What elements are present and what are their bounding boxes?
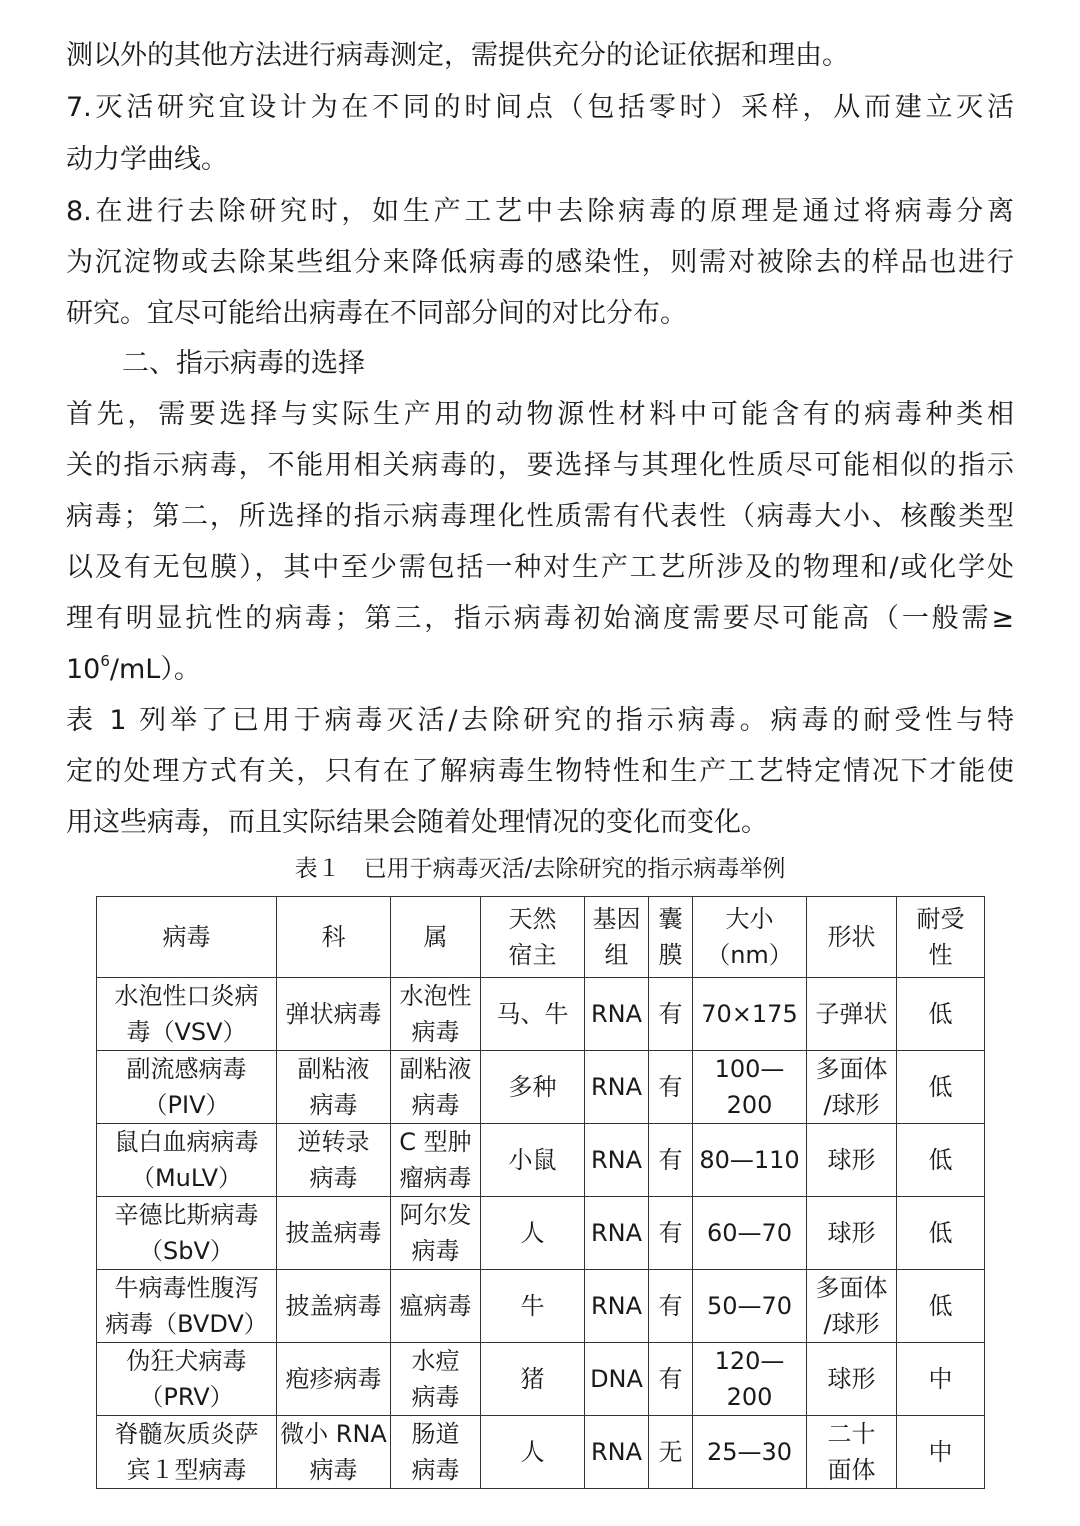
table-row [97, 1416, 985, 1489]
cell-text: （MuLV） [130, 1164, 243, 1192]
cell-text: 病毒 [411, 1018, 460, 1046]
cell-text: 小鼠 [508, 1146, 557, 1174]
cell-text: 瘟病毒 [399, 1292, 472, 1320]
cell-text: 性 [928, 941, 953, 969]
cell-text: /球形 [823, 1091, 880, 1119]
cell-text: 天然 [508, 905, 557, 933]
cell-text: 鼠白血病病毒 [114, 1128, 259, 1156]
cell-text: 人 [520, 1438, 545, 1466]
cell-genome [585, 1343, 649, 1416]
paragraph-line: 8.在进行去除研究时，如生产工艺中去除病毒的原理是通过将病毒分离 [66, 196, 1014, 227]
cell-text: 猪 [520, 1365, 545, 1393]
cell-host [481, 1051, 585, 1124]
cell-text: 有 [658, 1146, 683, 1174]
table-row [97, 1197, 985, 1270]
cell-text: 60—70 [706, 1219, 793, 1247]
cell-virus [97, 1124, 277, 1197]
paragraph-line: 病毒；第二，所选择的指示病毒理化性质需有代表性（病毒大小、核酸类型 [66, 501, 1014, 532]
cell-text: 低 [928, 1000, 953, 1028]
cell-virus [97, 1416, 277, 1489]
cell-host [481, 978, 585, 1051]
titer-line [66, 652, 1014, 691]
cell-text: RNA [590, 1146, 643, 1174]
cell-genome [585, 1124, 649, 1197]
table-body [97, 978, 985, 1489]
cell-envelope [649, 1124, 693, 1197]
cell-text: 肠道 [411, 1420, 460, 1448]
cell-resistance [897, 1270, 985, 1343]
cell-shape [807, 978, 897, 1051]
cell-text: 披盖病毒 [285, 1292, 382, 1320]
cell-genus [391, 1270, 481, 1343]
cell-text: 100— [714, 1055, 785, 1083]
paragraph-line: 7.灭活研究宜设计为在不同的时间点（包括零时）采样，从而建立灭活 [66, 92, 1014, 123]
cell-header-family [277, 897, 391, 978]
cell-resistance [897, 1124, 985, 1197]
cell-virus [97, 1197, 277, 1270]
paragraph-line: 表 1 列举了已用于病毒灭活/去除研究的指示病毒。病毒的耐受性与特 [66, 705, 1014, 736]
cell-virus [97, 978, 277, 1051]
cell-text: RNA [590, 1219, 643, 1247]
cell-text: 中 [928, 1365, 953, 1393]
cell-envelope [649, 1051, 693, 1124]
cell-size [693, 1051, 807, 1124]
cell-resistance [897, 1343, 985, 1416]
cell-text: 辛德比斯病毒 [114, 1201, 259, 1229]
cell-genus [391, 1416, 481, 1489]
cell-genus [391, 978, 481, 1051]
cell-host [481, 1197, 585, 1270]
cell-envelope [649, 1343, 693, 1416]
cell-text: 形状 [827, 923, 876, 951]
cell-text: 膜 [658, 941, 683, 969]
titer-unit: /mL）。 [109, 654, 201, 685]
cell-text: 200 [726, 1383, 773, 1411]
cell-header-genus [391, 897, 481, 978]
cell-shape [807, 1051, 897, 1124]
cell-header-envelope [649, 897, 693, 978]
section-heading: 二、指示病毒的选择 [122, 348, 365, 379]
cell-resistance [897, 1051, 985, 1124]
cell-envelope [649, 1270, 693, 1343]
cell-host [481, 1124, 585, 1197]
cell-genome [585, 978, 649, 1051]
cell-header-genome [585, 897, 649, 978]
cell-shape [807, 1270, 897, 1343]
cell-text: 囊 [658, 905, 683, 933]
paragraph-line: 研究。宜尽可能给出病毒在不同部分间的对比分布。 [66, 298, 687, 329]
cell-text: 弹状病毒 [285, 1000, 382, 1028]
cell-text: 微小 RNA [280, 1420, 387, 1448]
cell-text: 副粘液 [399, 1055, 472, 1083]
cell-host [481, 1270, 585, 1343]
cell-genome [585, 1416, 649, 1489]
cell-virus [97, 1051, 277, 1124]
cell-family [277, 1197, 391, 1270]
cell-genome [585, 1197, 649, 1270]
cell-family [277, 978, 391, 1051]
cell-text: 科 [321, 923, 346, 951]
cell-shape [807, 1416, 897, 1489]
cell-text: 病毒 [411, 1383, 460, 1411]
cell-text: 基因 [592, 905, 641, 933]
cell-text: 球形 [827, 1365, 876, 1393]
paragraph-line: 理有明显抗性的病毒；第三，指示病毒初始滴度需要尽可能高（一般需≥ [66, 603, 1014, 634]
cell-text: 低 [928, 1073, 953, 1101]
paragraph-line: 为沉淀物或去除某些组分来降低病毒的感染性，则需对被除去的样品也进行 [66, 247, 1014, 278]
table-row [97, 1124, 985, 1197]
cell-virus [97, 1270, 277, 1343]
cell-text: 病毒 [309, 1456, 358, 1484]
cell-text: 多种 [508, 1073, 557, 1101]
cell-text: 200 [726, 1091, 773, 1119]
cell-genome [585, 1270, 649, 1343]
cell-header-resistance [897, 897, 985, 978]
cell-family [277, 1124, 391, 1197]
cell-text: 宾１型病毒 [126, 1456, 247, 1484]
cell-header-virus [97, 897, 277, 978]
cell-text: RNA [590, 1073, 643, 1101]
cell-resistance [897, 978, 985, 1051]
cell-text: 瘤病毒 [399, 1164, 472, 1192]
cell-text: /球形 [823, 1310, 880, 1338]
cell-text: 宿主 [508, 941, 557, 969]
cell-text: 低 [928, 1219, 953, 1247]
paragraph-line: 定的处理方式有关，只有在了解病毒生物特性和生产工艺特定情况下才能使 [66, 756, 1014, 787]
cell-size [693, 978, 807, 1051]
cell-genus [391, 1124, 481, 1197]
indicator-virus-table [96, 896, 985, 1489]
cell-text: 无 [658, 1438, 683, 1466]
cell-text: C 型肿 [399, 1128, 472, 1156]
cell-text: 牛病毒性腹泻 [114, 1274, 259, 1302]
cell-text: RNA [590, 1438, 643, 1466]
cell-text: 病毒 [411, 1237, 460, 1265]
paragraph-line: 首先，需要选择与实际生产用的动物源性材料中可能含有的病毒种类相 [66, 399, 1014, 430]
cell-text: RNA [590, 1000, 643, 1028]
cell-text: 病毒 [309, 1091, 358, 1119]
cell-virus [97, 1343, 277, 1416]
cell-text: （SbV） [139, 1237, 234, 1265]
paragraph-line: 用这些病毒，而且实际结果会随着处理情况的变化而变化。 [66, 807, 768, 838]
cell-header-host [481, 897, 585, 978]
cell-resistance [897, 1197, 985, 1270]
cell-genus [391, 1051, 481, 1124]
cell-genome [585, 1051, 649, 1124]
cell-resistance [897, 1416, 985, 1489]
cell-text: RNA [590, 1292, 643, 1320]
cell-text: 二十 [827, 1420, 876, 1448]
paragraph-line: 动力学曲线。 [66, 144, 228, 175]
cell-text: （PIV） [143, 1091, 230, 1119]
cell-envelope [649, 1416, 693, 1489]
cell-text: 子弹状 [815, 1000, 888, 1028]
cell-text: 耐受 [916, 905, 965, 933]
cell-text: 球形 [827, 1219, 876, 1247]
cell-text: 有 [658, 1219, 683, 1247]
cell-text: 25—30 [706, 1438, 793, 1466]
cell-text: 病毒（BVDV） [105, 1310, 268, 1338]
cell-text: 有 [658, 1365, 683, 1393]
cell-text: 脊髓灰质炎萨 [114, 1420, 259, 1448]
table-row [97, 1270, 985, 1343]
cell-family [277, 1270, 391, 1343]
titer-superscript: 6 [100, 652, 110, 670]
cell-text: 人 [520, 1219, 545, 1247]
cell-genus [391, 1197, 481, 1270]
cell-host [481, 1416, 585, 1489]
cell-text: 牛 [520, 1292, 545, 1320]
table-header-row [97, 897, 985, 978]
cell-text: （PRV） [139, 1383, 234, 1411]
cell-text: 病毒 [411, 1091, 460, 1119]
cell-text: 属 [423, 923, 448, 951]
paragraph-line: 测以外的其他方法进行病毒测定，需提供充分的论证依据和理由。 [66, 40, 849, 71]
cell-family [277, 1343, 391, 1416]
cell-text: 低 [928, 1292, 953, 1320]
cell-text: 70×175 [701, 1000, 798, 1028]
cell-text: 组 [604, 941, 629, 969]
titer-base: 10 [66, 654, 101, 685]
cell-text: 水泡性 [399, 982, 472, 1010]
cell-text: 伪狂犬病毒 [126, 1347, 247, 1375]
cell-text: 病毒 [309, 1164, 358, 1192]
cell-text: 120— [714, 1347, 785, 1375]
cell-size [693, 1124, 807, 1197]
cell-text: 多面体 [815, 1055, 888, 1083]
cell-text: 副粘液 [297, 1055, 370, 1083]
cell-text: 有 [658, 1292, 683, 1320]
cell-genus [391, 1343, 481, 1416]
cell-text: 80—110 [699, 1146, 800, 1174]
cell-text: 毒（VSV） [126, 1018, 247, 1046]
cell-text: 大小 [725, 905, 774, 933]
cell-text: （nm） [706, 941, 793, 969]
cell-text: 阿尔发 [399, 1201, 472, 1229]
cell-family [277, 1051, 391, 1124]
cell-envelope [649, 1197, 693, 1270]
cell-host [481, 1343, 585, 1416]
cell-text: 有 [658, 1073, 683, 1101]
cell-text: 疱疹病毒 [285, 1365, 382, 1393]
table-caption: 表１ 已用于病毒灭活/去除研究的指示病毒举例 [294, 856, 786, 882]
cell-text: 水痘 [411, 1347, 460, 1375]
table-row [97, 978, 985, 1051]
cell-text: 病毒 [162, 923, 211, 951]
cell-text: 副流感病毒 [126, 1055, 247, 1083]
table-row [97, 1343, 985, 1416]
cell-shape [807, 1124, 897, 1197]
cell-family [277, 1416, 391, 1489]
cell-size [693, 1416, 807, 1489]
paragraph-line: 关的指示病毒，不能用相关病毒的，要选择与其理化性质尽可能相似的指示 [66, 450, 1014, 481]
table-row [97, 1051, 985, 1124]
cell-text: 有 [658, 1000, 683, 1028]
cell-header-shape [807, 897, 897, 978]
cell-text: DNA [590, 1365, 643, 1393]
cell-size [693, 1197, 807, 1270]
cell-text: 中 [928, 1438, 953, 1466]
cell-header-size [693, 897, 807, 978]
cell-size [693, 1270, 807, 1343]
cell-text: 水泡性口炎病 [114, 982, 259, 1010]
cell-text: 病毒 [411, 1456, 460, 1484]
cell-text: 多面体 [815, 1274, 888, 1302]
cell-size [693, 1343, 807, 1416]
cell-text: 披盖病毒 [285, 1219, 382, 1247]
cell-text: 面体 [827, 1456, 876, 1484]
cell-text: 球形 [827, 1146, 876, 1174]
paragraph-line: 以及有无包膜），其中至少需包括一种对生产工艺所涉及的物理和/或化学处 [66, 552, 1014, 583]
cell-shape [807, 1343, 897, 1416]
cell-text: 50—70 [706, 1292, 793, 1320]
cell-text: 低 [928, 1146, 953, 1174]
cell-shape [807, 1197, 897, 1270]
cell-text: 马、牛 [496, 1000, 569, 1028]
cell-text: 逆转录 [297, 1128, 370, 1156]
cell-envelope [649, 978, 693, 1051]
